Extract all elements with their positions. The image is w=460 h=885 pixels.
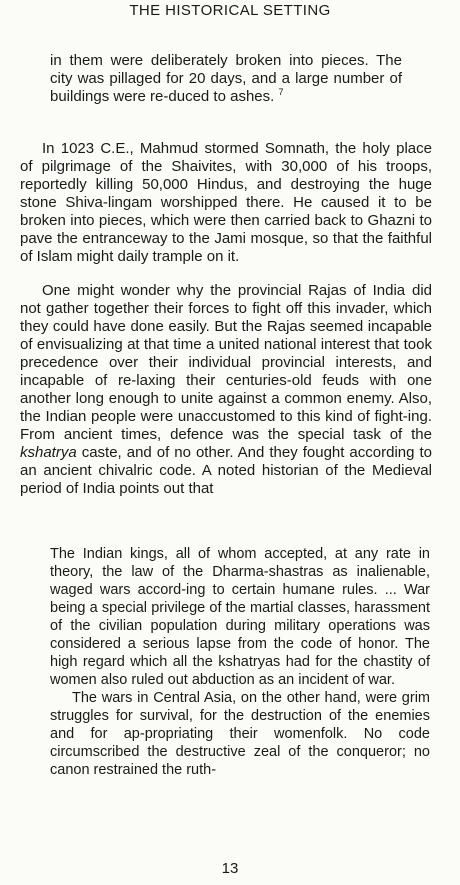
paragraph-rajas [20, 282, 432, 498]
block-quote-paragraph: The Indian kings, all of whom accepted, at any rate in theory, the law of the Dharma-shastras as inalienable, waged wars accord-ing to certain humane rules. ... War being a special privilege of the martial classes, harassment of the civilian population during military operations was considered a serious lapse from the code of honor. The high regard which all the kshatryas had for the chastity of women also ruled out abduction as an incident of war. [50, 546, 430, 688]
italic-term: kshatrya [20, 444, 77, 461]
block-quote [50, 545, 430, 779]
block-quote-paragraph: The wars in Central Asia, on the other hand, were grim struggles for survival, for the destruction of the enemies and for ap-propriating their womenfolk. No code circumscribed the destructive zeal of the conqueror; no canon restrained the ruth- [50, 690, 430, 778]
paragraph-rajas-after: caste, and of no other. And they fought according to an ancient chivalric code. A noted historian of the Medieval period of India points out that [20, 444, 432, 497]
running-head: THE HISTORICAL SETTING [129, 2, 331, 19]
page-number: 13 [221, 860, 239, 877]
footnote-ref: 7 [278, 87, 284, 97]
quote-continuation-text: in them were deliberately broken into pieces. The city was pillaged for 20 days, and a large number of buildings were re-duced to ashes. [50, 52, 402, 105]
paragraph-somnath: In 1023 C.E., Mahmud stormed Somnath, the holy place of pilgrimage of the Shaivites, with 30,000 of his troops, reportedly killing 50,000 Hindus, and destroying the huge stone Shiva-lingam worshipped there. He caused it to be broken into pieces, which were then carried back to Ghazni to pave the entranceway to the Jami mosque, so that the faithful of Islam might daily trample on it. [20, 140, 432, 265]
quote-continuation [50, 52, 402, 106]
paragraph-rajas-before: One might wonder why the provincial Rajas of India did not gather together their forces to fight off this invader, which they could have done easily. But the Rajas seemed incapable of envisualizing at that time a united national interest that took precedence over their individual provincial interests, and incapable of re-laxing their centuries-old feuds with one another long enough to unite against a common enemy. Also, the Indian people were unaccustomed to this kind of fight-ing. From ancient times, defence was the special task of the [20, 282, 432, 443]
